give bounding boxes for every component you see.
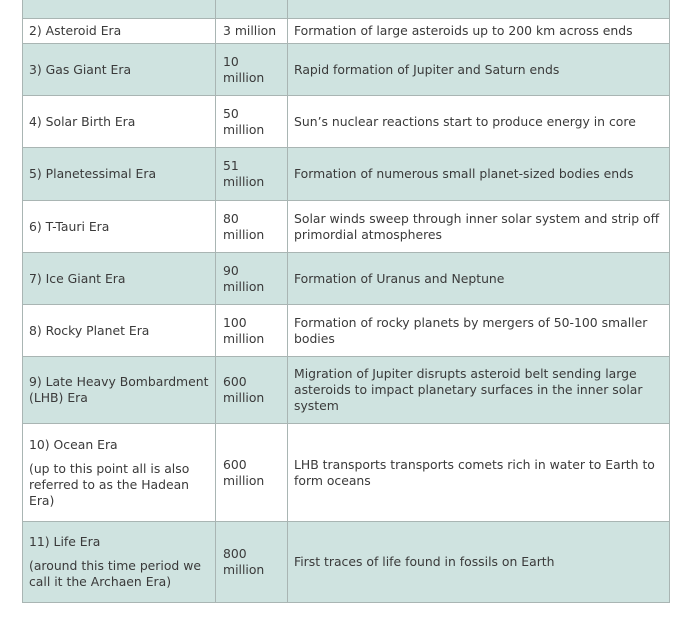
time-cell: 51 million [216,148,288,201]
era-name: 3) Gas Giant Era [29,61,132,77]
event-cell [288,0,670,19]
time-cell: 600 million [216,357,288,424]
era-cell [23,424,216,522]
era-cell [23,357,216,424]
era-name: 4) Solar Birth Era [29,113,136,129]
table-row [23,253,670,305]
era-cell [23,44,216,96]
time-cell: 80 million [216,201,288,253]
event-cell: Sun’s nuclear reactions start to produce energy in core [288,96,670,148]
timeline-container [22,0,669,603]
solar-system-eras-table [22,0,670,603]
era-name: 5) Planetessimal Era [29,166,157,181]
event-cell: Formation of Uranus and Neptune [288,253,670,305]
time-cell: 600 million [216,424,288,522]
time-cell: 90 million [216,253,288,305]
era-cell [23,19,216,44]
event-cell: Formation of large asteroids up to 200 km across ends [288,19,670,44]
event-cell: Solar winds sweep through inner solar system and strip off primordial atmospheres [288,201,670,253]
table-row [23,148,670,201]
time-cell [216,0,288,19]
table-row [23,96,670,148]
table-row [23,305,670,357]
era-note: (up to this point all is also referred to as the Hadean Era) [29,460,190,508]
event-cell: Formation of numerous small planet-sized bodies ends [288,148,670,201]
table-row [23,357,670,424]
event-cell: First traces of life found in fossils on Earth [288,522,670,603]
era-cell [23,305,216,357]
table-row [23,201,670,253]
event-cell: Migration of Jupiter disrupts asteroid belt sending large asteroids to impact planetary surfaces in the inner solar system [288,357,670,424]
era-cell [23,0,216,19]
era-cell [23,148,216,201]
table-row [23,522,670,603]
table-row [23,44,670,96]
era-name: 8) Rocky Planet Era [29,322,150,338]
era-name: 2) Asteroid Era [29,23,122,38]
era-name: 7) Ice Giant Era [29,270,126,286]
time-cell: 10 million [216,44,288,96]
event-cell: Formation of rocky planets by mergers of 50-100 smaller bodies [288,305,670,357]
table-row [23,0,670,19]
time-cell: 100 million [216,305,288,357]
time-cell: 50 million [216,96,288,148]
table-row [23,424,670,522]
table-body [23,0,670,603]
era-name: 10) Ocean Era [29,436,118,452]
era-cell [23,253,216,305]
era-name: 11) Life Era [29,534,101,549]
era-name: 6) T-Tauri Era [29,218,110,234]
time-cell: 3 million [216,19,288,44]
era-cell [23,522,216,603]
table-row [23,19,670,44]
time-cell: 800 million [216,522,288,603]
era-note: (around this time period we call it the Archaen Era) [29,558,201,589]
era-cell [23,201,216,253]
event-cell: Rapid formation of Jupiter and Saturn ends [288,44,670,96]
event-cell: LHB transports transports comets rich in water to Earth to form oceans [288,424,670,522]
era-name: 9) Late Heavy Bombardment (LHB) Era [29,374,209,405]
era-cell [23,96,216,148]
